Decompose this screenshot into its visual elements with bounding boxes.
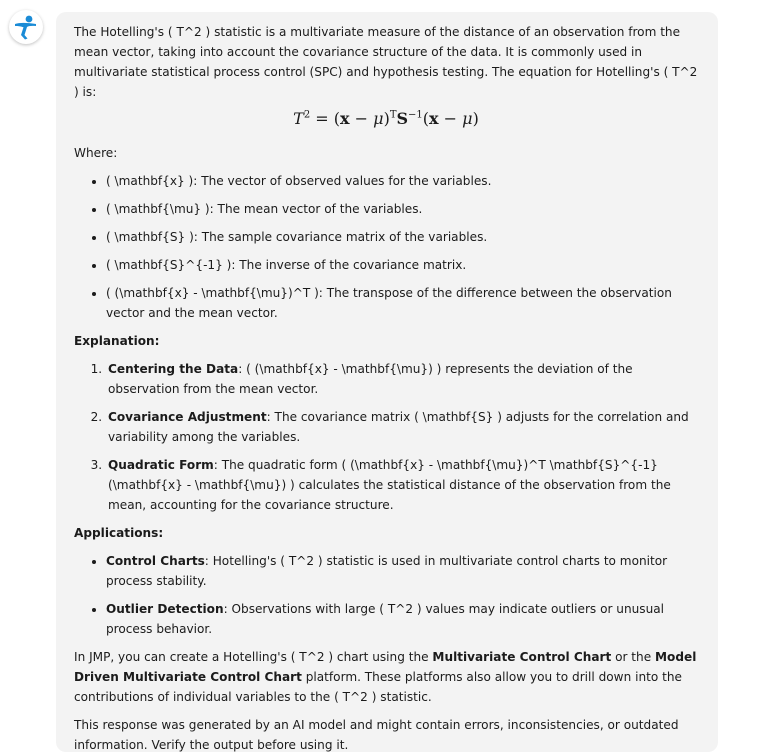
list-item xyxy=(106,455,698,515)
eq-close2: ) xyxy=(472,109,479,128)
item-title: Quadratic Form xyxy=(108,458,214,472)
list-item: • ( \mathbf{x} ): The vector of observed values for the variables. xyxy=(106,171,698,191)
jmp-post: platform. These platforms also allow you to drill down into the contributions of individual variables to the ( T^2 ) statistic. xyxy=(74,670,682,704)
assistant-message xyxy=(56,12,718,752)
list-item: • ( (\mathbf{x} - \mathbf{\mu})^T ): The transpose of the difference between the observation vector and the mean vector. xyxy=(106,283,698,323)
item-text: : The quadratic form ( (\mathbf{x} - \mathbf{\mu})^T \mathbf{S}^{-1} (\mathbf{x} - \mathbf{\mu}) ) calculates the statistical distance of the observation from the mean, accounting for the covariance structure. xyxy=(108,458,671,512)
hotelling-equation xyxy=(74,108,698,130)
where-label: Where: xyxy=(74,146,118,160)
item-title: Outlier Detection xyxy=(106,602,224,616)
eq-mu: μ xyxy=(373,109,384,128)
eq-lhs-sup: 2 xyxy=(303,109,311,121)
eq-equals: = ( xyxy=(310,109,341,128)
applications-heading: Applications: xyxy=(74,526,164,540)
item-title: Centering the Data xyxy=(108,362,239,376)
list-item: • ( \mathbf{S}^{-1} ): The inverse of the covariance matrix. xyxy=(106,255,698,275)
item-text: : Hotelling's ( T^2 ) statistic is used in multivariate control charts to monitor process stability. xyxy=(106,554,668,588)
item-title: Covariance Adjustment xyxy=(108,410,267,424)
eq-mu2: μ xyxy=(462,109,473,128)
item-title: Control Charts xyxy=(106,554,205,568)
list-item xyxy=(106,359,698,399)
list-item: • ( \mathbf{S} ): The sample covariance matrix of the variables. xyxy=(106,227,698,247)
eq-s: S xyxy=(396,109,409,128)
item-text: : Observations with large ( T^2 ) values may indicate outliers or unusual process behavior. xyxy=(106,602,665,636)
jmp-bold1: Multivariate Control Chart xyxy=(432,650,612,664)
list-item: • ( \mathbf{\mu} ): The mean vector of the variables. xyxy=(106,199,698,219)
item-text: : The covariance matrix ( \mathbf{S} ) adjusts for the correlation and variability among the variables. xyxy=(108,410,689,444)
person-icon xyxy=(12,13,40,41)
eq-minus: − xyxy=(349,109,374,128)
assistant-avatar xyxy=(9,10,43,44)
explanation-list xyxy=(74,359,698,515)
eq-close: ) xyxy=(383,109,390,128)
eq-x: x xyxy=(340,109,350,128)
eq-lhs: T xyxy=(293,109,304,128)
list-item xyxy=(106,407,698,447)
item-text: : ( (\mathbf{x} - \mathbf{\mu}) ) represents the deviation of the observation from the mean vector. xyxy=(108,362,633,396)
eq-open2: ( xyxy=(422,109,430,128)
list-item xyxy=(106,599,698,639)
eq-minus2: − xyxy=(438,109,463,128)
explanation-heading: Explanation: xyxy=(74,334,160,348)
disclaimer: This response was generated by an AI model and might contain errors, inconsistencies, or outdated information. Verify the output before using it. xyxy=(74,718,679,752)
eq-sup-t: T xyxy=(389,109,397,121)
jmp-pre: In JMP, you can create a Hotelling's ( T^2 ) chart using the xyxy=(74,650,433,664)
jmp-bold2: Model Driven Multivariate Control Chart xyxy=(74,650,697,684)
list-item xyxy=(106,551,698,591)
intro-paragraph: The Hotelling's ( T^2 ) statistic is a multivariate measure of the distance of an observation from the mean vector, taking into account the covariance structure of the data. It is commonly used in multivariate statistical process control (SPC) and hypothesis testing. The equation for Hotelling's ( T^2 ) is: xyxy=(74,25,698,99)
where-list xyxy=(74,171,698,323)
jmp-mid: or the xyxy=(611,650,656,664)
eq-sup-inv: −1 xyxy=(408,109,423,121)
applications-list xyxy=(74,551,698,639)
jmp-paragraph xyxy=(74,647,698,707)
eq-x2: x xyxy=(429,109,439,128)
